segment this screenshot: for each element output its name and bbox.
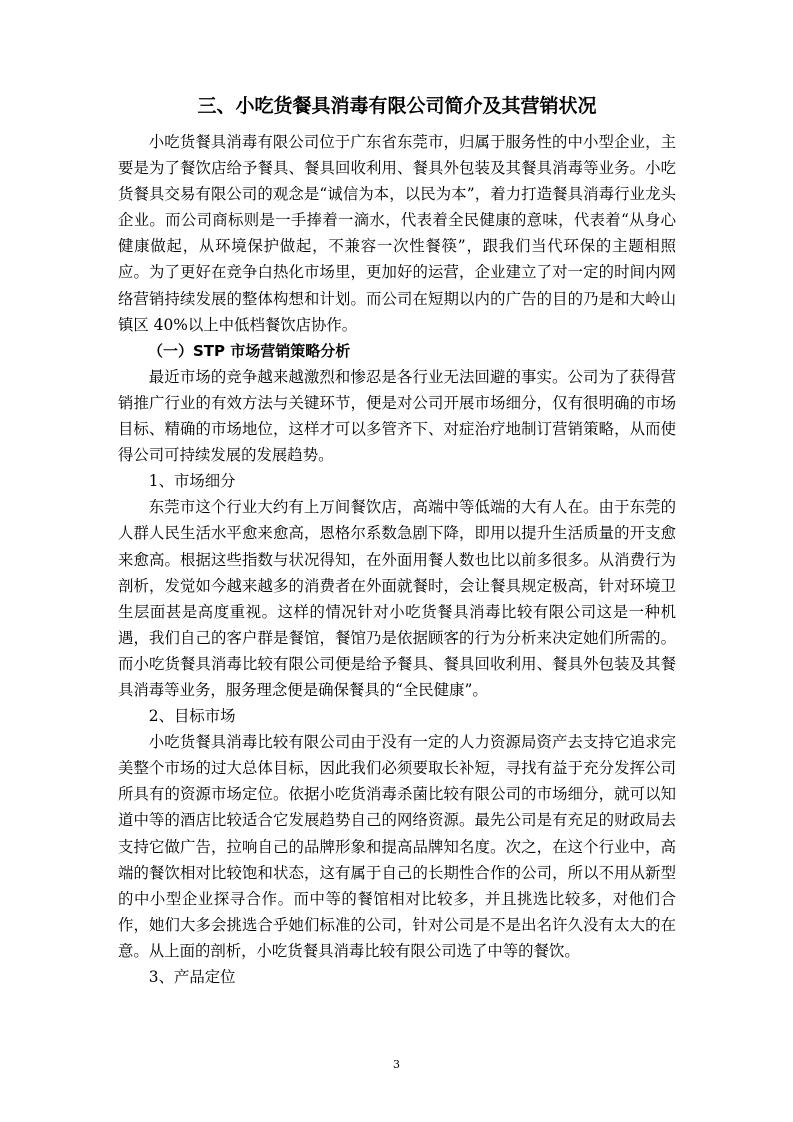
stp-paragraph: 最近市场的竞争越来越激烈和惨忍是各行业无法回避的事实。公司为了获得营销推广行业的有效方法与关键环节，便是对公司开展市场细分，仅有很明确的市场目标、精确的市场地位，这样才可以多管齐下、对症治疗地制订营销策略，从而使得公司可持续发展的发展趋势。 [118, 367, 676, 465]
product-positioning-heading: 3、产品定位 [148, 968, 236, 986]
target-market-heading: 2、目标市场 [148, 707, 236, 726]
page-number: 3 [393, 1058, 400, 1071]
section-title: 三、小吃货餐具消毒有限公司简介及其营销状况 [197, 95, 597, 117]
target-market-paragraph: 小吃货餐具消毒比较有限公司由于没有一定的人力资源局资产去支持它追求完美整个市场的过大总体目标，因此我们必须要取长补短，寻找有益于充分发挥公司所具有的资源市场定位。依据小吃货消毒杀菌比较有限公司的市场细分，就可以知道中等的酒店比较适合它发展趋势自己的网络资源。最先公司是有充足的财政局去支持它做广告，拉响自己的品牌形象和提高品牌知名度。次之，在这个行业中，高端的餐饮相对比较饱和状态，这有属于自己的长期性合作的公司，所以不用从新型的中小型企业探寻合作。而中等的餐馆相对比较多，并且挑选比较多，对他们合作，她们大多会挑选合乎她们标准的公司，针对公司是不是出名许久没有太大的在意。从上面的剖析，小吃货餐具消毒比较有限公司选了中等的餐饮。 [118, 733, 676, 960]
stp-heading: （一）STP 市场营销策略分析 [148, 341, 351, 360]
page-content [118, 92, 676, 990]
intro-paragraph: 小吃货餐具消毒有限公司位于广东省东莞市，归属于服务性的中小型企业，主要是为了餐饮店给予餐具、餐具回收利用、餐具外包装及其餐具消毒等业务。小吃货餐具交易有限公司的观念是“诚信为本，以民为本”，着力打造餐具消毒行业龙头企业。而公司商标则是一手捧着一滴水，代表着全民健康的意味，代表着“从身心健康做起，从环境保护做起，不兼容一次性餐筷”，跟我们当代环保的主题相照应。为了更好在竞争白热化市场里，更加好的运营，企业建立了对一定的时间内网络营销持续发展的整体构想和计划。而公司在短期以内的广告的目的乃是和大岭山镇区 40%以上中低档餐饮店协作。 [118, 133, 676, 334]
market-segmentation-heading: 1、市场细分 [148, 472, 236, 491]
market-segmentation-paragraph: 东莞市这个行业大约有上万间餐饮店，高端中等低端的大有人在。由于东莞的人群人民生活水平愈来愈高，恩格尔系数急剧下降，即用以提升生活质量的开支愈来愈高。根据这些指数与状况得知，在外面用餐人数也比以前多很多。从消费行为剖析，发觉如今越来越多的消费者在外面就餐时，会让餐具规定极高，针对环境卫生层面甚是高度重视。这样的情况针对小吃货餐具消毒比较有限公司这是一种机遇，我们自己的客户群是餐馆，餐馆乃是依据顾客的行为分析来决定她们所需的。而小吃货餐具消毒比较有限公司便是给予餐具、餐具回收利用、餐具外包装及其餐具消毒等业务，服务理念便是确保餐具的“全民健康”。 [118, 498, 676, 699]
